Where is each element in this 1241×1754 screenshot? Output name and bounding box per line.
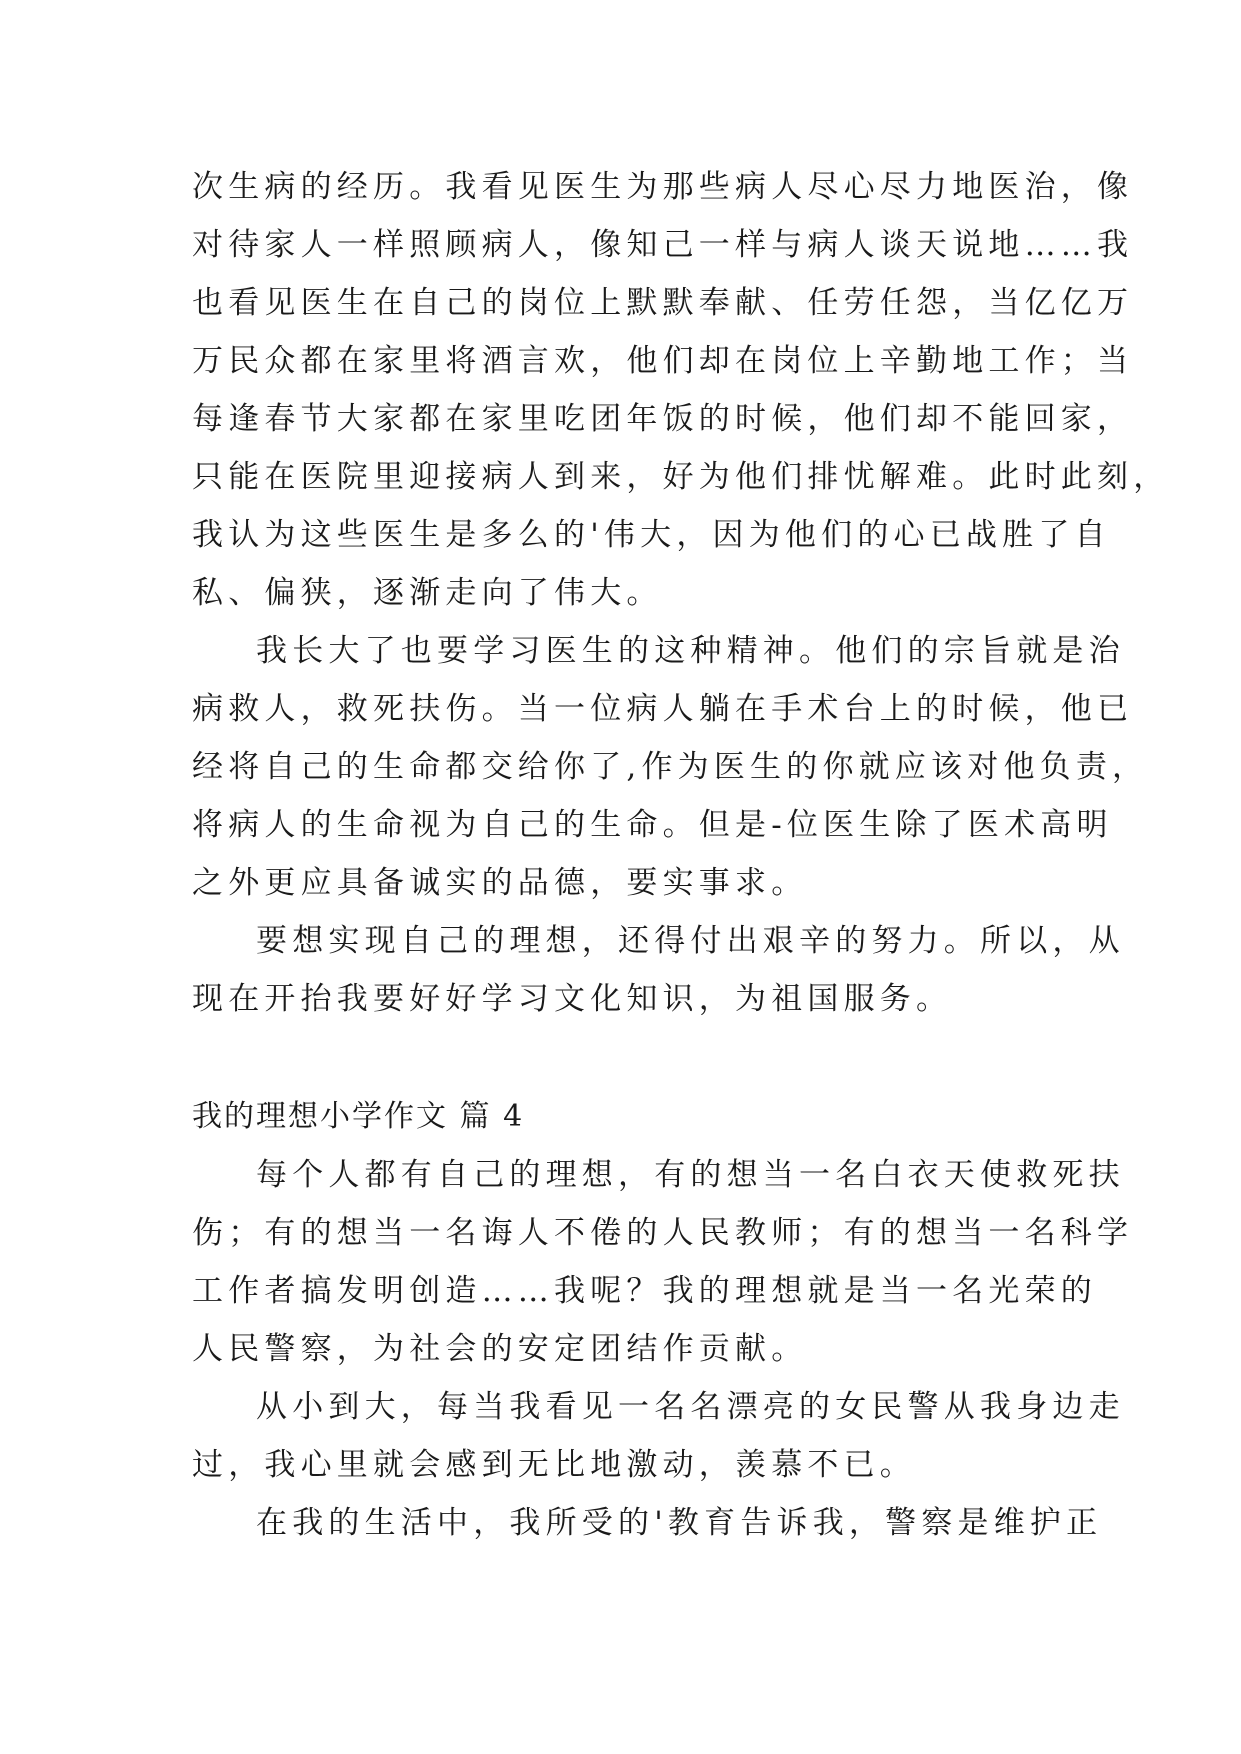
text-line: 每个人都有自己的理想，有的想当一名白衣天使救死扶 [256,1157,1125,1193]
paragraph [192,912,1125,1028]
text-line: 也看见医生在自己的岗位上默默奉献、任劳任怨，当亿亿万 [192,285,1134,321]
text-line: 伤；有的想当一名诲人不倦的人民教师；有的想当一名科学 [192,1215,1134,1251]
section-spacer [192,1028,1062,1088]
paragraph [192,622,1149,912]
text-line: 之外更应具备诚实的品德，要实事求。 [192,865,808,901]
text-line: 经将自己的生命都交给你了,作为医生的你就应该对他负责， [192,749,1149,785]
text-line: 对待家人一样照顾病人，像知己一样与病人谈天说地……我 [192,227,1134,263]
text-line: 将病人的生命视为自己的生命。但是-位医生除了医术高明 [192,807,1113,843]
text-line: 每逢春节大家都在家里吃团年饭的时候，他们却不能回家， [192,401,1134,437]
text-line: 只能在医院里迎接病人到来，好为他们排忧解难。此时此刻， [192,459,1170,495]
text-line: 从小到大，每当我看见一名名漂亮的女民警从我身边走 [256,1389,1125,1425]
text-line: 现在开抬我要好好学习文化知识，为祖国服务。 [192,981,953,1017]
document-body [192,158,1170,1552]
paragraph [192,158,1170,622]
paragraph [192,1378,1125,1494]
text-line: 我长大了也要学习医生的这种精神。他们的宗旨就是治 [256,633,1125,669]
text-line: 要想实现自己的理想，还得付出艰辛的努力。所以，从 [256,923,1125,959]
text-line: 过，我心里就会感到无比地激动，羡慕不已。 [192,1447,916,1483]
text-line: 人民警察，为社会的安定团结作贡献。 [192,1331,808,1367]
text-line: 病救人，救死扶伤。当一位病人躺在手术台上的时候，他已 [192,691,1134,727]
paragraph [192,1146,1134,1378]
text-line: 万民众都在家里将酒言欢，他们却在岗位上辛勤地工作；当 [192,343,1134,379]
text-line: 在我的生活中，我所受的'教育告诉我，警察是维护正 [256,1505,1103,1541]
text-line: 我认为这些医生是多么的'伟大，因为他们的心已战胜了自 [192,517,1111,553]
paragraph [192,1494,1103,1552]
text-line: 工作者搞发明创造……我呢？我的理想就是当一名光荣的 [192,1273,1097,1309]
section-heading: 我的理想小学作文 篇 4 [192,1099,525,1134]
text-line: 私、偏狭，逐渐走向了伟大。 [192,575,663,611]
text-line: 次生病的经历。我看见医生为那些病人尽心尽力地医治，像 [192,169,1134,205]
